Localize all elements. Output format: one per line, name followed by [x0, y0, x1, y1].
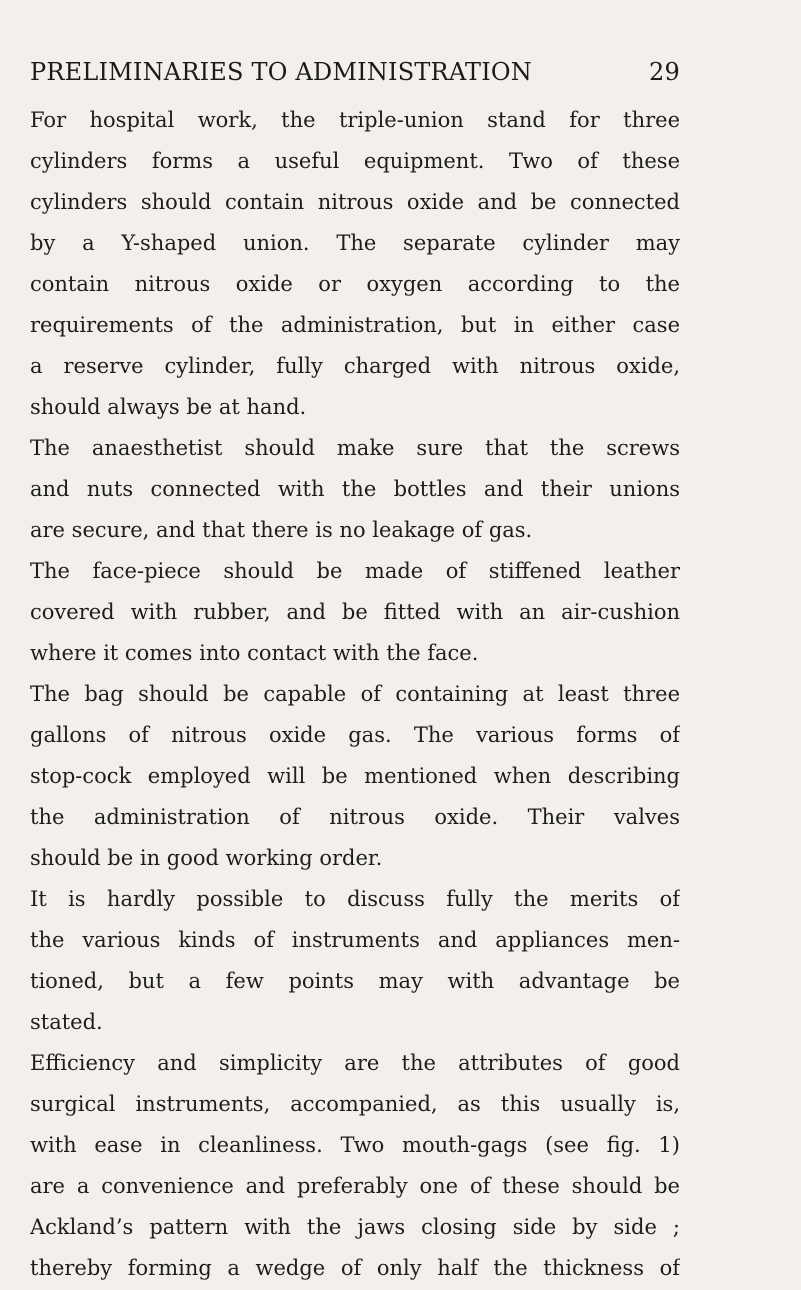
text-line: requirements of the administration, but in either case [30, 313, 680, 337]
text-line: stop-cock employed will be mentioned when describing [30, 764, 680, 788]
text-line: For hospital work, the triple-union stand for three [30, 108, 680, 132]
text-line: contain nitrous oxide or oxygen according to the [30, 272, 680, 296]
text-line: should always be at hand. [30, 395, 307, 419]
text-line: stated. [30, 1010, 103, 1034]
text-line: cylinders should contain nitrous oxide and be connected [30, 190, 680, 214]
text-line: surgical instruments, accompanied, as this usually is, [30, 1092, 680, 1116]
text-line: The bag should be capable of containing at least three [30, 682, 680, 706]
text-line: with ease in cleanliness. Two mouth-gags (see fig. 1) [30, 1133, 680, 1157]
text-line: The face-piece should be made of stiffened leather [30, 559, 680, 583]
text-line: a reserve cylinder, fully charged with nitrous oxide, [30, 354, 680, 378]
text-line: cylinders forms a useful equipment. Two of these [30, 149, 680, 173]
text-line: Efficiency and simplicity are the attributes of good [30, 1051, 680, 1075]
text-line: The anaesthetist should make sure that the screws [30, 436, 680, 460]
page-number: 29 [649, 58, 680, 86]
text-line: and nuts connected with the bottles and their unions [30, 477, 680, 501]
text-line: are secure, and that there is no leakage of gas. [30, 518, 533, 542]
text-line: gallons of nitrous oxide gas. The various forms of [30, 723, 680, 747]
text-line: the administration of nitrous oxide. Their valves [30, 805, 680, 829]
text-line: are a convenience and preferably one of these should be [30, 1174, 680, 1198]
text-line: covered with rubber, and be fitted with an air-cushion [30, 600, 680, 624]
text-line: where it comes into contact with the face. [30, 641, 479, 665]
running-title: PRELIMINARIES TO ADMINISTRATION [30, 58, 533, 86]
text-line: tioned, but a few points may with advantage be [30, 969, 680, 993]
text-line: It is hardly possible to discuss fully the merits of [30, 887, 680, 911]
text-line: Ackland’s pattern with the jaws closing side by side ; [30, 1215, 680, 1239]
text-line: should be in good working order. [30, 846, 383, 870]
text-line: the various kinds of instruments and appliances men- [30, 928, 680, 952]
text-line: thereby forming a wedge of only half the thickness of [30, 1256, 680, 1280]
text-line: by a Y-shaped union. The separate cylinder may [30, 231, 680, 255]
